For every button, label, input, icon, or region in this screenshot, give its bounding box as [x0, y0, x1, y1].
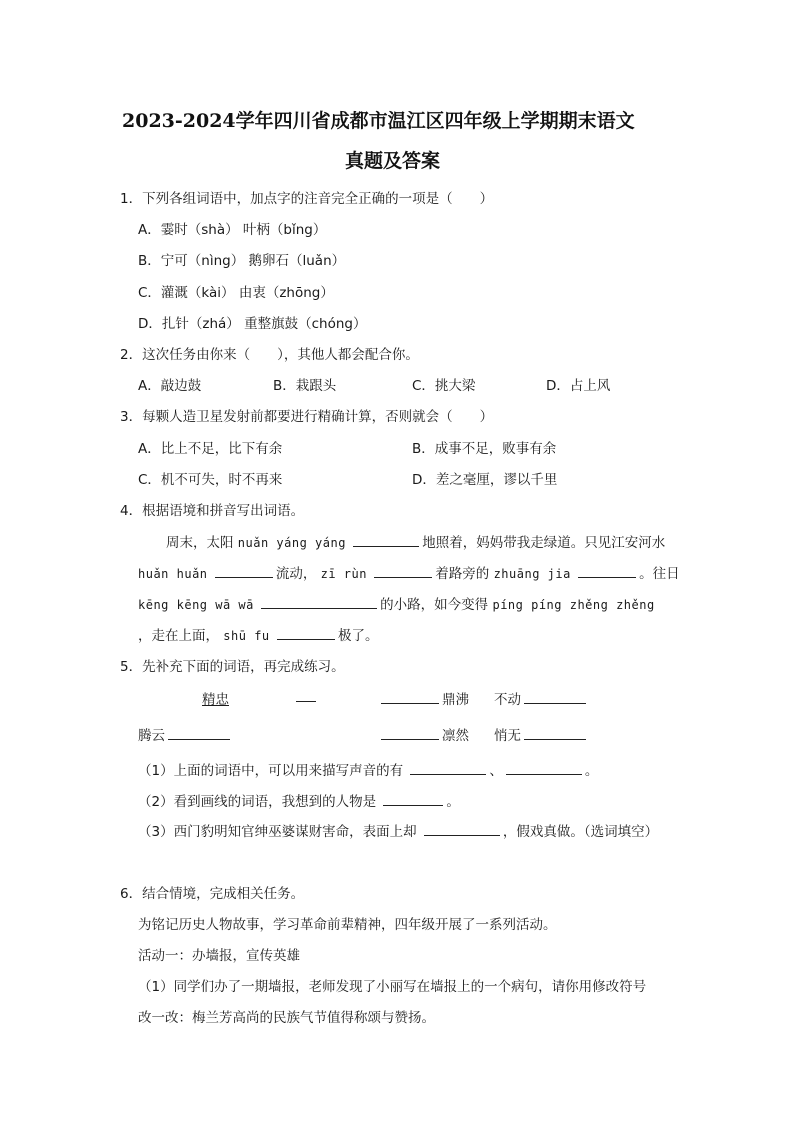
answer-blank[interactable]	[578, 564, 636, 578]
q1-option-a: A．霎时（shà） 叶柄（bǐng）	[138, 222, 327, 238]
q4-line3: kēng kēng wā wā 的小路，如今变得 píng píng zhěng zhěng	[138, 597, 655, 613]
q1-stem: 1．下列各组词语中，加点字的注音完全正确的一项是（ ）	[120, 191, 494, 207]
q6-task1: （1）同学们办了一期墙报，老师发现了小丽写在墙报上的一个病句，请你用修改符号	[138, 979, 647, 995]
q1-option-b: B．宁可（nìng） 鹅卵石（luǎn）	[138, 253, 346, 269]
answer-blank[interactable]	[524, 690, 586, 704]
q4-stem: 4．根据语境和拼音写出词语。	[120, 503, 305, 519]
q3-option-a: A．比上不足，比下有余	[138, 441, 283, 457]
q4-line2: huǎn huǎn 流动， zī rùn 着路旁的 zhuāng jia 。往日	[138, 566, 680, 582]
answer-blank[interactable]	[296, 688, 316, 702]
q2-option-b: B．栽跟头	[273, 378, 337, 394]
answer-blank[interactable]	[410, 761, 486, 775]
pinyin-nuan-yang-yang: nuǎn yáng yáng	[237, 536, 346, 550]
q3-option-d: D．差之毫厘，谬以千里	[412, 472, 558, 488]
q5-sub3: （3）西门豹明知官绅巫婆谋财害命，表面上却 ，假戏真做。（选词填空）	[138, 824, 659, 840]
answer-blank[interactable]	[168, 726, 230, 740]
q2-option-c: C．挑大梁	[412, 378, 476, 394]
q6-activity1: 活动一：办墙报，宣传英雄	[138, 948, 300, 964]
answer-blank[interactable]	[215, 564, 273, 578]
q3-option-c: C．机不可失，时不再来	[138, 472, 283, 488]
q6-stem: 6．结合情境，完成相关任务。	[120, 886, 305, 902]
answer-blank[interactable]	[353, 533, 419, 547]
answer-blank[interactable]	[381, 726, 439, 740]
q5-sub2: （2）看到画线的词语，我想到的人物是 。	[138, 794, 460, 810]
q3-stem: 3．每颗人造卫星发射前都要进行精确计算，否则就会（ ）	[120, 409, 494, 425]
answer-blank[interactable]	[374, 564, 432, 578]
answer-blank[interactable]	[261, 595, 377, 609]
q1-option-c: C．灌溉（kài） 由衷（zhōng）	[138, 285, 334, 301]
q2-stem: 2．这次任务由你来（ ），其他人都会配合你。	[120, 347, 419, 363]
q4-line4: ，走在上面， shū fu 极了。	[138, 628, 379, 644]
page-title-line2: 真题及答案	[345, 150, 441, 172]
q5-stem: 5．先补充下面的词语，再完成练习。	[120, 659, 345, 675]
answer-blank[interactable]	[524, 726, 586, 740]
q2-option-d: D．占上风	[546, 378, 611, 394]
q1-option-d: D．扎针（zhá） 重整旗鼓（chóng）	[138, 316, 367, 332]
q5-word-jingzhong: 精忠	[202, 692, 229, 708]
q3-option-b: B．成事不足，败事有余	[412, 441, 557, 457]
answer-blank[interactable]	[506, 761, 582, 775]
page-title-line1: 2023-2024学年四川省成都市温江区四年级上学期期末语文	[122, 110, 635, 132]
q5-sub1: （1）上面的词语中，可以用来描写声音的有 、 。	[138, 763, 599, 779]
answer-blank[interactable]	[277, 626, 335, 640]
q6-intro: 为铭记历史人物故事，学习革命前辈精神，四年级开展了一系列活动。	[138, 917, 557, 933]
q6-task1-sentence: 改一改：梅兰芳高尚的民族气节值得称颂与赞扬。	[138, 1010, 435, 1026]
q2-option-a: A．敲边鼓	[138, 378, 202, 394]
q4-line1: 周末，太阳 nuǎn yáng yáng 地照着，妈妈带我走绿道。只见江安河水	[166, 535, 666, 551]
answer-blank[interactable]	[424, 822, 500, 836]
answer-blank[interactable]	[383, 792, 443, 806]
answer-blank[interactable]	[381, 690, 439, 704]
